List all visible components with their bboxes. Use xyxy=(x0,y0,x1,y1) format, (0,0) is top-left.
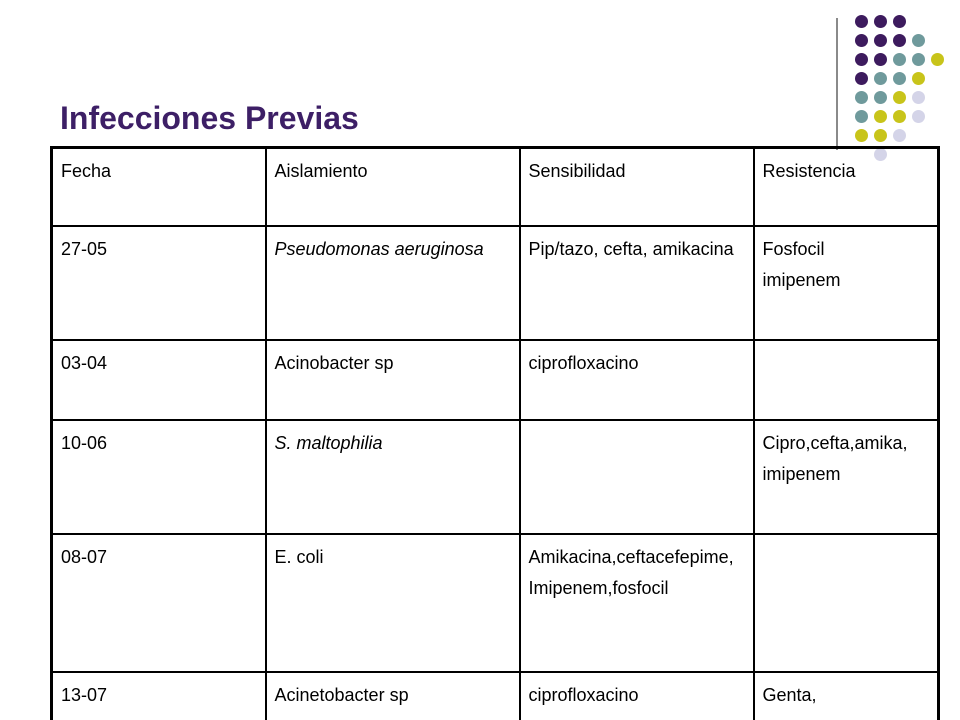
table-row xyxy=(52,672,939,720)
decorative-dot xyxy=(912,72,925,85)
decorative-dot xyxy=(874,53,887,66)
cell-fecha: 10-06 xyxy=(52,420,266,534)
cell-fecha: 03-04 xyxy=(52,340,266,420)
resistencia-line: imipenem xyxy=(762,270,841,290)
resistencia-line: imipenem xyxy=(762,464,841,484)
decorative-dot xyxy=(855,129,868,142)
sensibilidad-line: Imipenem,fosfocil xyxy=(528,578,669,598)
decorative-dot xyxy=(855,34,868,47)
header-sensibilidad: Sensibilidad xyxy=(520,148,754,227)
decorative-dot xyxy=(912,91,925,104)
decorative-dot xyxy=(874,72,887,85)
table-row xyxy=(52,226,939,340)
decorative-dot xyxy=(912,34,925,47)
cell-resistencia xyxy=(754,672,939,720)
cell-aislamiento: Pseudomonas aeruginosa xyxy=(266,226,520,340)
cell-aislamiento: Acinetobacter sp xyxy=(266,672,520,720)
decorative-dot xyxy=(893,15,906,28)
decorative-dot xyxy=(893,34,906,47)
cell-sensibilidad xyxy=(520,420,754,534)
decorative-dot xyxy=(855,110,868,123)
decorative-dot xyxy=(874,110,887,123)
slide-title: Infecciones Previas xyxy=(60,100,359,136)
decorative-dot xyxy=(912,53,925,66)
table-row xyxy=(52,420,939,534)
cell-aislamiento: Acinobacter sp xyxy=(266,340,520,420)
cell-resistencia xyxy=(754,420,939,534)
cell-resistencia xyxy=(754,340,939,420)
decorative-dot xyxy=(893,53,906,66)
cell-aislamiento: E. coli xyxy=(266,534,520,672)
resistencia-line: Genta, xyxy=(762,685,817,705)
infections-table xyxy=(50,146,940,720)
decorative-dot xyxy=(855,72,868,85)
table-row xyxy=(52,534,939,672)
table-row xyxy=(52,340,939,420)
header-fecha: Fecha xyxy=(52,148,266,227)
decorative-dot xyxy=(855,15,868,28)
decorative-dot xyxy=(874,91,887,104)
cell-resistencia xyxy=(754,226,939,340)
decorative-dot xyxy=(893,129,906,142)
decorative-dot xyxy=(874,34,887,47)
cell-fecha: 08-07 xyxy=(52,534,266,672)
cell-sensibilidad xyxy=(520,534,754,672)
cell-fecha: 13-07 xyxy=(52,672,266,720)
decorative-divider-line xyxy=(836,18,838,150)
decorative-dot xyxy=(874,129,887,142)
cell-resistencia xyxy=(754,534,939,672)
table-header-row xyxy=(52,148,939,227)
cell-fecha: 27-05 xyxy=(52,226,266,340)
decorative-dot xyxy=(855,91,868,104)
sensibilidad-line: Amikacina,ceftacefepime, xyxy=(528,547,734,567)
cell-aislamiento: S. maltophilia xyxy=(266,420,520,534)
cell-sensibilidad: ciprofloxacino xyxy=(520,340,754,420)
decorative-dot xyxy=(893,72,906,85)
decorative-dot xyxy=(855,53,868,66)
decorative-dot xyxy=(912,110,925,123)
decorative-dot xyxy=(874,15,887,28)
decorative-dot xyxy=(893,91,906,104)
header-aislamiento: Aislamiento xyxy=(266,148,520,227)
decorative-dot xyxy=(931,53,944,66)
cell-sensibilidad: ciprofloxacino xyxy=(520,672,754,720)
cell-sensibilidad: Pip/tazo, cefta, amikacina xyxy=(520,226,754,340)
resistencia-line: Cipro,cefta,amika, xyxy=(762,433,908,453)
decorative-dot xyxy=(893,110,906,123)
header-resistencia: Resistencia xyxy=(754,148,939,227)
resistencia-line: Fosfocil xyxy=(762,239,825,259)
